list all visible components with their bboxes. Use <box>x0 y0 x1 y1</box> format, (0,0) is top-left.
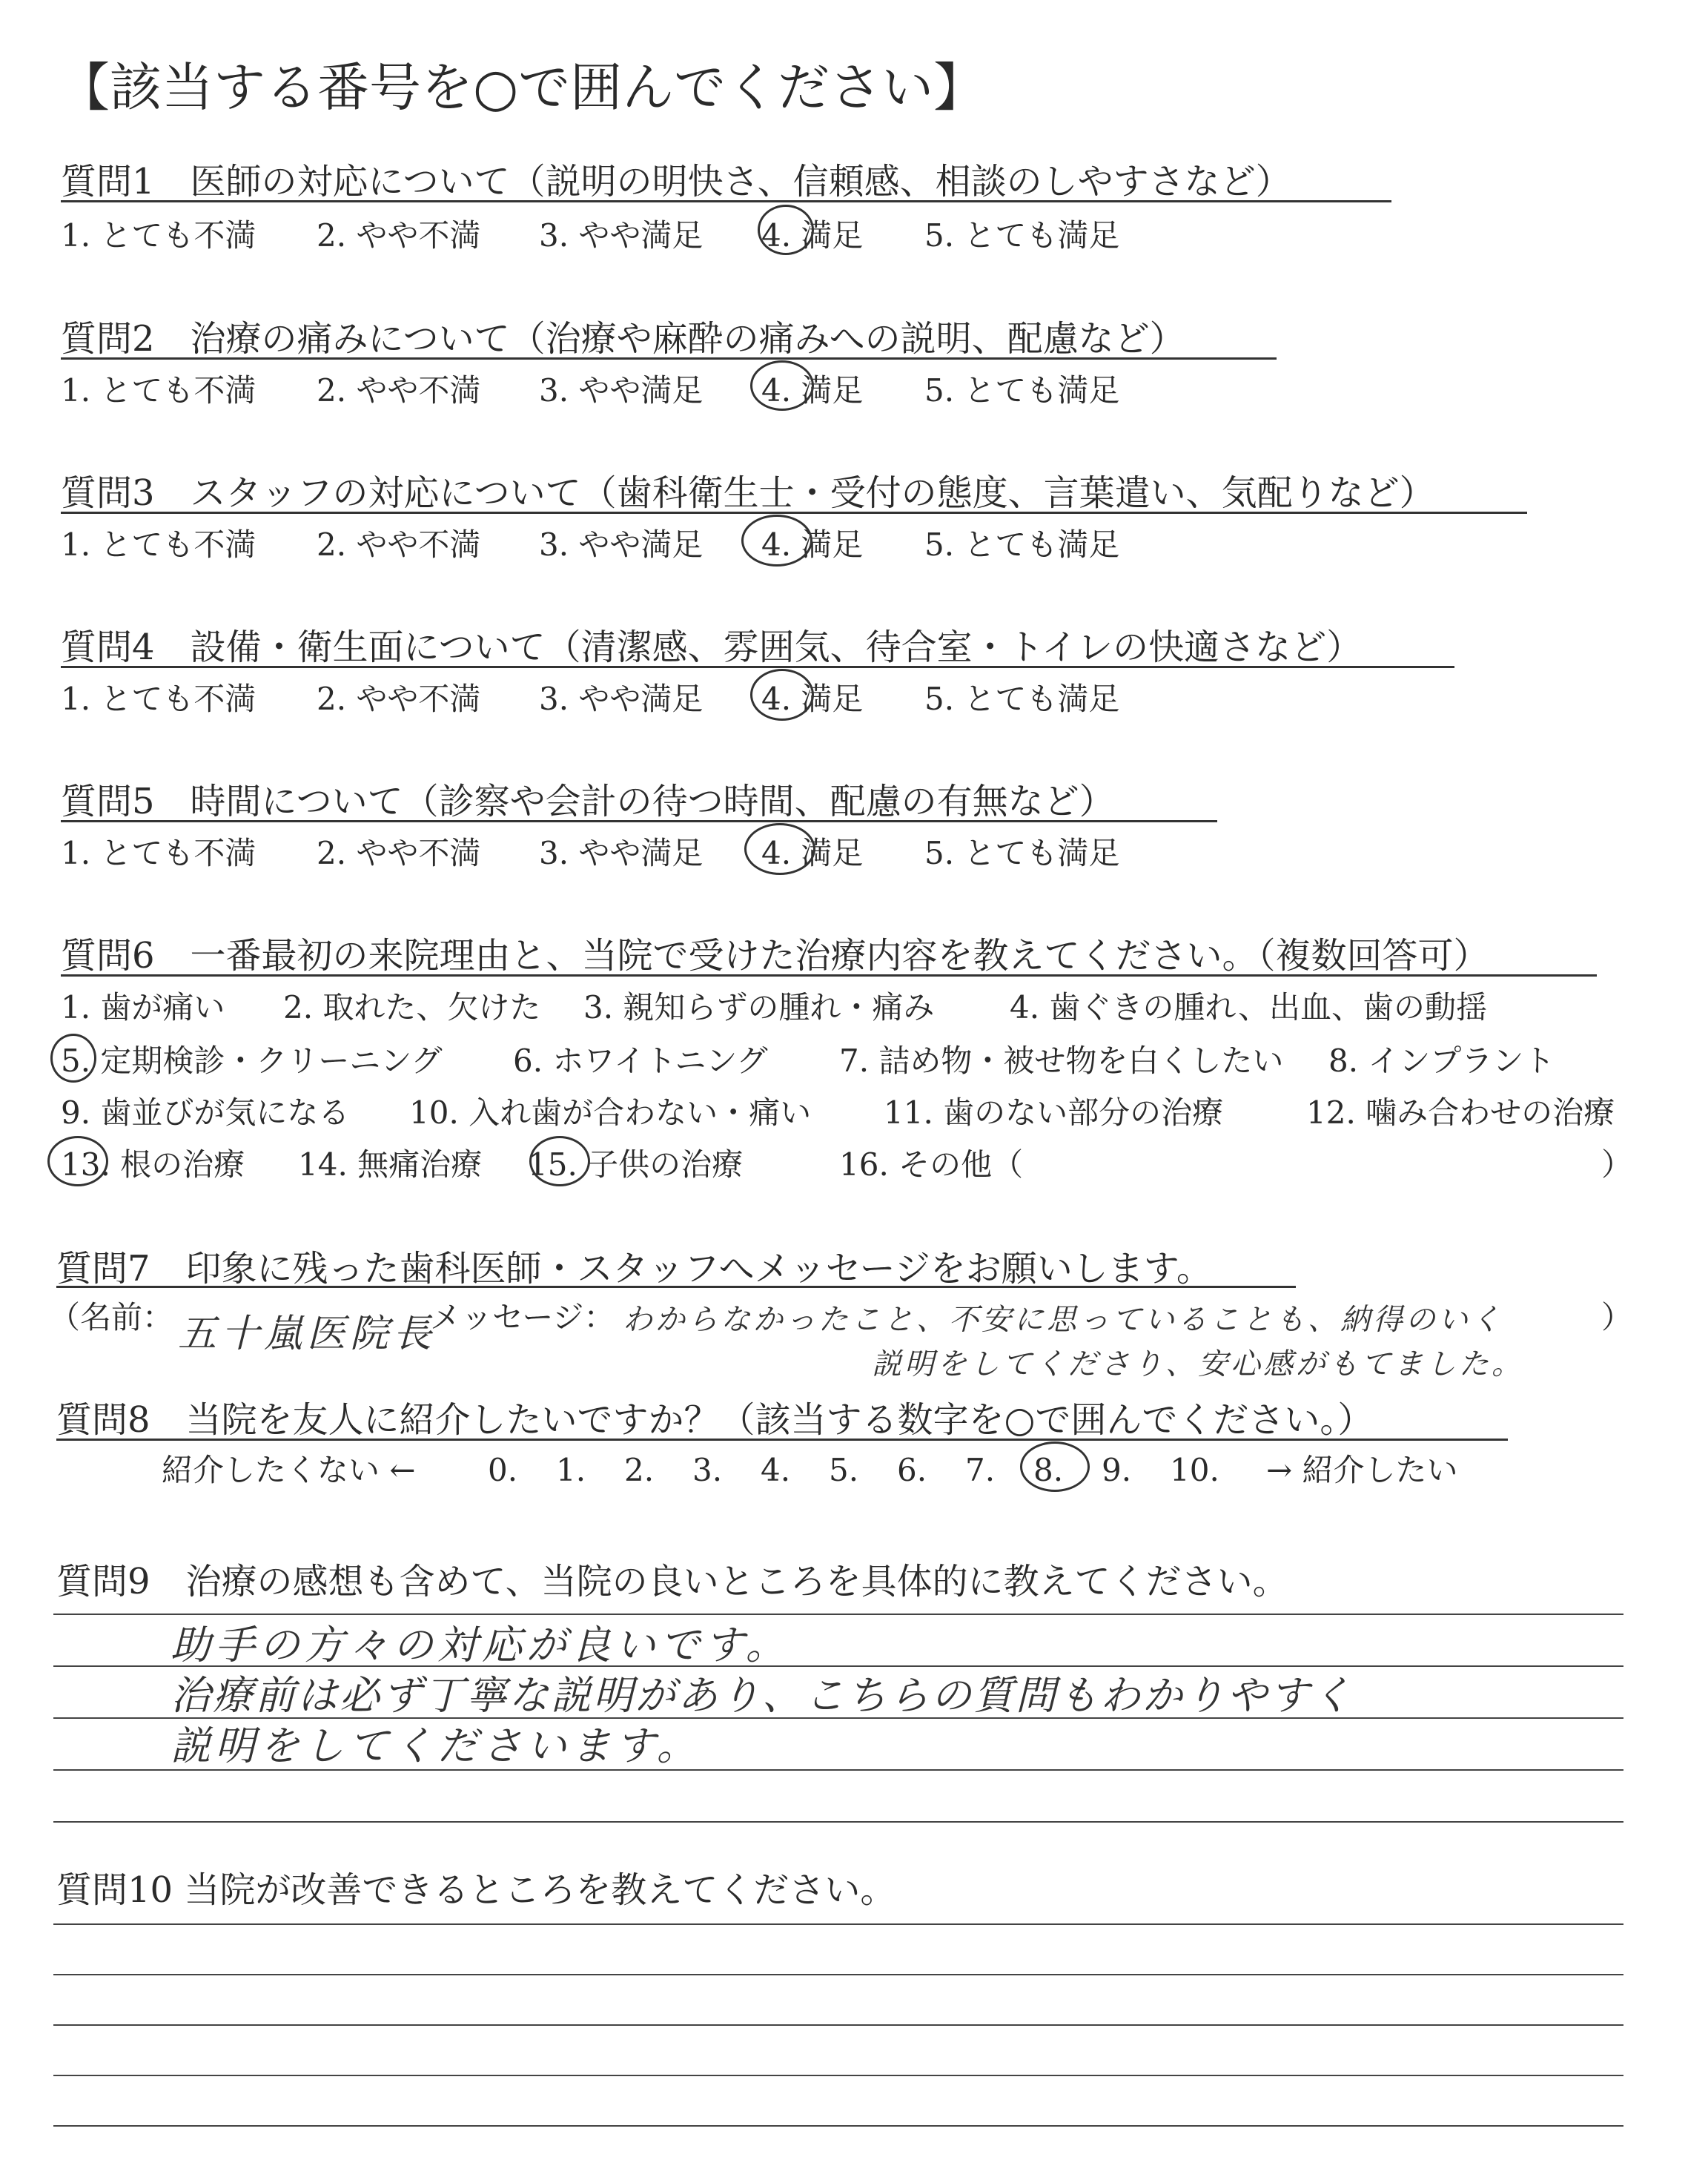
q4-option-2[interactable]: 2. やや不満 <box>317 681 481 717</box>
q8-value-10[interactable]: 10. <box>1170 1452 1219 1488</box>
q6-option-11[interactable]: 11. 歯のない部分の治療 <box>884 1094 1224 1131</box>
q10-rule-5 <box>53 2125 1623 2127</box>
q2-option-2[interactable]: 2. やや不満 <box>317 372 481 409</box>
q6-selected-circle-13 <box>47 1136 108 1186</box>
q5-option-5[interactable]: 5. とても満足 <box>924 835 1120 871</box>
q8-value-6[interactable]: 6. <box>897 1452 927 1488</box>
q7-name-value[interactable]: 五十嵐医院長 <box>178 1312 437 1356</box>
q9-answer-line-1[interactable]: 助手の方々の対応が良いです。 <box>171 1622 790 1668</box>
q5-options <box>61 829 1119 873</box>
q9-rule-5 <box>53 1821 1623 1823</box>
q1-title: 質問1 医師の対応について（説明の明快さ、信頼感、相談のしやすさなど） <box>61 161 1291 202</box>
q6-option-16[interactable]: 16. その他（ <box>839 1146 1024 1183</box>
q10-title: 質問10 当院が改善できるところを教えてください。 <box>56 1869 896 1911</box>
q8-value-9[interactable]: 9. <box>1102 1452 1132 1488</box>
q1-option-2[interactable]: 2. やや不満 <box>317 217 481 254</box>
q8-selected-circle <box>1020 1441 1090 1492</box>
q6-option-7[interactable]: 7. 詰め物・被せ物を白くしたい <box>839 1043 1284 1079</box>
q7-title: 質問7 印象に残った歯科医師・スタッフへメッセージをお願いします。 <box>56 1248 1212 1289</box>
q6-option-1[interactable]: 1. 歯が痛い <box>61 989 225 1025</box>
q6-row-4 <box>61 1140 1632 1185</box>
q6-option-2[interactable]: 2. 取れた、欠けた <box>283 989 541 1025</box>
q3-option-4[interactable]: 4. 満足 <box>761 526 864 563</box>
q3-option-3[interactable]: 3. やや満足 <box>539 526 704 563</box>
q3-selected-circle <box>741 515 812 567</box>
q9-title: 質問9 治療の感想も含めて、当院の良いところを具体的に教えてください。 <box>56 1561 1288 1602</box>
q5-option-3[interactable]: 3. やや満足 <box>539 835 704 871</box>
q1-option-1[interactable]: 1. とても不満 <box>61 217 256 254</box>
q6-selected-circle-15 <box>529 1136 590 1186</box>
q8-title: 質問8 当院を友人に紹介したいですか？（該当する数字を○で囲んでください。） <box>56 1399 1374 1441</box>
q5-underline <box>61 820 1217 822</box>
q10-rule-3 <box>53 2024 1623 2026</box>
q6-option-8[interactable]: 8. インプラント <box>1328 1043 1555 1079</box>
q5-option-4[interactable]: 4. 満足 <box>761 835 864 871</box>
q8-value-8[interactable]: 8. <box>1033 1452 1064 1488</box>
q2-underline <box>61 357 1277 360</box>
q6-option-14[interactable]: 14. 無痛治療 <box>298 1146 483 1183</box>
q6-option-13[interactable]: 13. 根の治療 <box>61 1146 245 1183</box>
q8-value-0[interactable]: 0. <box>488 1452 518 1488</box>
q2-selected-circle <box>750 360 814 411</box>
q8-value-4[interactable]: 4. <box>761 1452 791 1488</box>
q10-rule-1 <box>53 1923 1623 1925</box>
q6-row-1 <box>61 983 1487 1028</box>
q6-option-5[interactable]: 5. 定期検診・クリーニング <box>61 1043 443 1079</box>
q4-underline <box>61 666 1454 668</box>
q8-value-1[interactable]: 1. <box>556 1452 586 1488</box>
q10-rule-2 <box>53 1974 1623 1975</box>
q4-selected-circle <box>750 669 814 721</box>
q10-rule-4 <box>53 2075 1623 2076</box>
q6-row-2 <box>61 1037 1555 1081</box>
q4-options <box>61 675 1119 719</box>
q7-close-paren: ） <box>1601 1299 1633 1335</box>
q7-message-line-1[interactable]: わからなかったこと、不安に思っていることも、納得のいく <box>623 1303 1503 1337</box>
q6-title: 質問6 一番最初の来院理由と、当院で受けた治療内容を教えてください。（複数回答可） <box>61 935 1489 977</box>
q2-option-1[interactable]: 1. とても不満 <box>61 372 256 409</box>
q8-value-2[interactable]: 2. <box>624 1452 655 1488</box>
q3-title: 質問3 スタッフの対応について（歯科衛生士・受付の態度、言葉遣い、気配りなど） <box>61 472 1435 514</box>
q6-underline <box>61 974 1597 977</box>
q4-option-4[interactable]: 4. 満足 <box>761 681 864 717</box>
q5-title: 質問5 時間について（診察や会計の待つ時間、配慮の有無など） <box>61 781 1115 822</box>
q8-value-3[interactable]: 3. <box>692 1452 723 1488</box>
q6-option-9[interactable]: 9. 歯並びが気になる <box>61 1094 350 1131</box>
q7-name-label: （名前： <box>49 1299 174 1335</box>
q1-options <box>61 211 1119 256</box>
q1-option-3[interactable]: 3. やや満足 <box>539 217 704 254</box>
q9-answer-line-3[interactable]: 説明をしてくださいます。 <box>171 1723 701 1769</box>
q3-underline <box>61 512 1527 514</box>
q5-option-2[interactable]: 2. やや不満 <box>317 835 481 871</box>
form-header: 【該当する番号を○で囲んでください】 <box>58 57 986 118</box>
q8-left-label: 紹介したくない ← <box>162 1452 416 1488</box>
q6-option-12[interactable]: 12. 噛み合わせの治療 <box>1306 1094 1615 1131</box>
q2-title: 質問2 治療の痛みについて（治療や麻酔の痛みへの説明、配慮など） <box>61 318 1185 360</box>
q8-underline <box>56 1439 1508 1441</box>
q6-option-6[interactable]: 6. ホワイトニング <box>513 1043 768 1079</box>
q2-options <box>61 366 1119 411</box>
q3-option-1[interactable]: 1. とても不満 <box>61 526 256 563</box>
q8-right-label: → 紹介したい <box>1266 1452 1458 1488</box>
q3-option-2[interactable]: 2. やや不満 <box>317 526 481 563</box>
q3-options <box>61 521 1119 565</box>
q4-option-1[interactable]: 1. とても不満 <box>61 681 256 717</box>
q2-option-5[interactable]: 5. とても満足 <box>924 372 1120 409</box>
q4-title: 質問4 設備・衛生面について（清潔感、雰囲気、待合室・トイレの快適さなど） <box>61 627 1363 668</box>
q5-selected-circle <box>744 823 815 875</box>
q3-option-5[interactable]: 5. とても満足 <box>924 526 1120 563</box>
q6-option-10[interactable]: 10. 入れ歯が合わない・痛い <box>409 1094 812 1131</box>
q2-option-4[interactable]: 4. 満足 <box>761 372 864 409</box>
q8-scale-row <box>162 1446 1458 1490</box>
q4-option-3[interactable]: 3. やや満足 <box>539 681 704 717</box>
q7-message-label: メッセージ： <box>430 1299 615 1335</box>
q6-option-15[interactable]: 15. 子供の治療 <box>528 1146 744 1183</box>
q4-option-5[interactable]: 5. とても満足 <box>924 681 1120 717</box>
q8-value-5[interactable]: 5. <box>829 1452 859 1488</box>
q1-option-5[interactable]: 5. とても満足 <box>924 217 1120 254</box>
q6-row-3 <box>61 1089 1615 1133</box>
q1-option-4[interactable]: 4. 満足 <box>761 217 864 254</box>
q1-selected-circle <box>758 205 814 255</box>
q9-answer-line-2[interactable]: 治療前は必ず丁寧な説明があり、こちらの質問もわかりやすく <box>171 1672 1354 1719</box>
q6-option-3[interactable]: 3. 親知らずの腫れ・痛み <box>583 989 935 1025</box>
q5-option-1[interactable]: 1. とても不満 <box>61 835 256 871</box>
q1-underline <box>61 200 1391 202</box>
q7-underline <box>56 1286 1296 1288</box>
q7-message-line-2[interactable]: 説明をしてくださり、安心感がもてました。 <box>872 1347 1524 1381</box>
q8-value-7[interactable]: 7. <box>965 1452 996 1488</box>
q2-option-3[interactable]: 3. やや満足 <box>539 372 704 409</box>
q6-selected-circle-5 <box>50 1034 96 1083</box>
q6-option-4[interactable]: 4. 歯ぐきの腫れ、出血、歯の動揺 <box>1010 989 1487 1025</box>
q6-other-close-paren: ） <box>1601 1146 1632 1183</box>
